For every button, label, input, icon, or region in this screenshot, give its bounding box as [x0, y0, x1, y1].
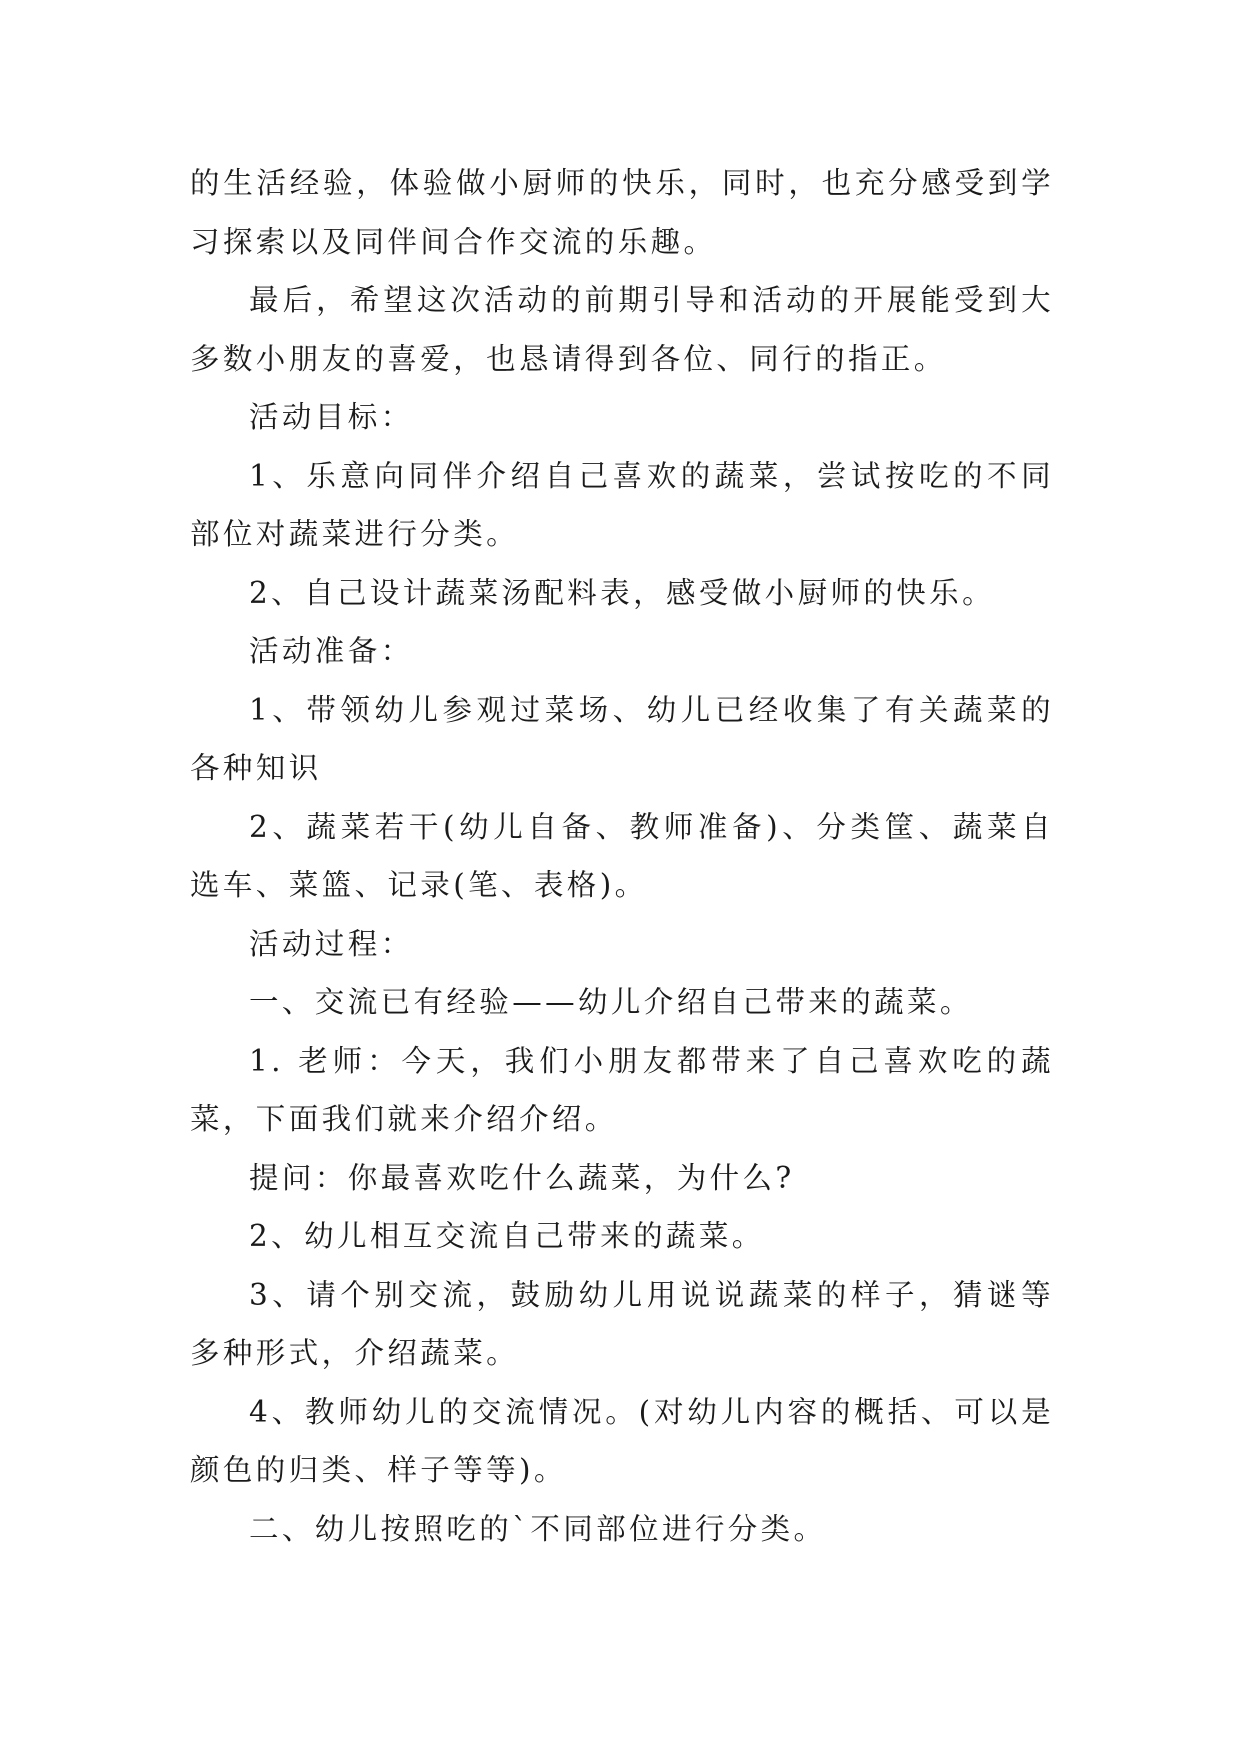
process-question: 提问：你最喜欢吃什么蔬菜，为什么? — [249, 1160, 795, 1195]
preparation-item-2: 2、蔬菜若干(幼儿自备、教师准备)、分类筐、蔬菜自选车、菜篮、记录(笔、表格)。 — [190, 809, 1054, 902]
preparation-item-1: 1、带领幼儿参观过菜场、幼儿已经收集了有关蔬菜的各种知识 — [190, 692, 1054, 785]
process-section-1: 一、交流已有经验——幼儿介绍自己带来的蔬菜。 — [249, 985, 973, 1019]
process-step-1: 1. 老师：今天，我们小朋友都带来了自己喜欢吃的蔬菜，下面我们就来介绍介绍。 — [190, 1043, 1054, 1136]
heading-activity-process: 活动过程： — [249, 926, 414, 961]
process-step-2: 2、幼儿相互交流自己带来的蔬菜。 — [249, 1219, 765, 1253]
goal-item-2: 2、自己设计蔬菜汤配料表，感受做小厨师的快乐。 — [249, 575, 995, 610]
process-section-2: 二、幼儿按照吃的`不同部位进行分类。 — [249, 1511, 827, 1546]
goal-item-1: 1、乐意向同伴介绍自己喜欢的蔬菜，尝试按吃的不同部位对蔬菜进行分类。 — [190, 458, 1054, 551]
document-body — [190, 154, 1054, 1558]
process-step-4: 4、教师幼儿的交流情况。(对幼儿内容的概括、可以是颜色的归类、样子等等)。 — [190, 1394, 1054, 1487]
heading-activity-goals: 活动目标： — [249, 400, 414, 434]
paragraph-continuation: 的生活经验，体验做小厨师的快乐，同时，也充分感受到学习探索以及同伴间合作交流的乐趣。 — [190, 166, 1054, 259]
paragraph-closing-remarks: 最后，希望这次活动的前期引导和活动的开展能受到大多数小朋友的喜爱，也恳请得到各位、同行的指正。 — [190, 283, 1054, 376]
process-step-3: 3、请个别交流，鼓励幼儿用说说蔬菜的样子，猜谜等多种形式，介绍蔬菜。 — [190, 1277, 1054, 1370]
heading-activity-preparation: 活动准备： — [249, 634, 414, 668]
